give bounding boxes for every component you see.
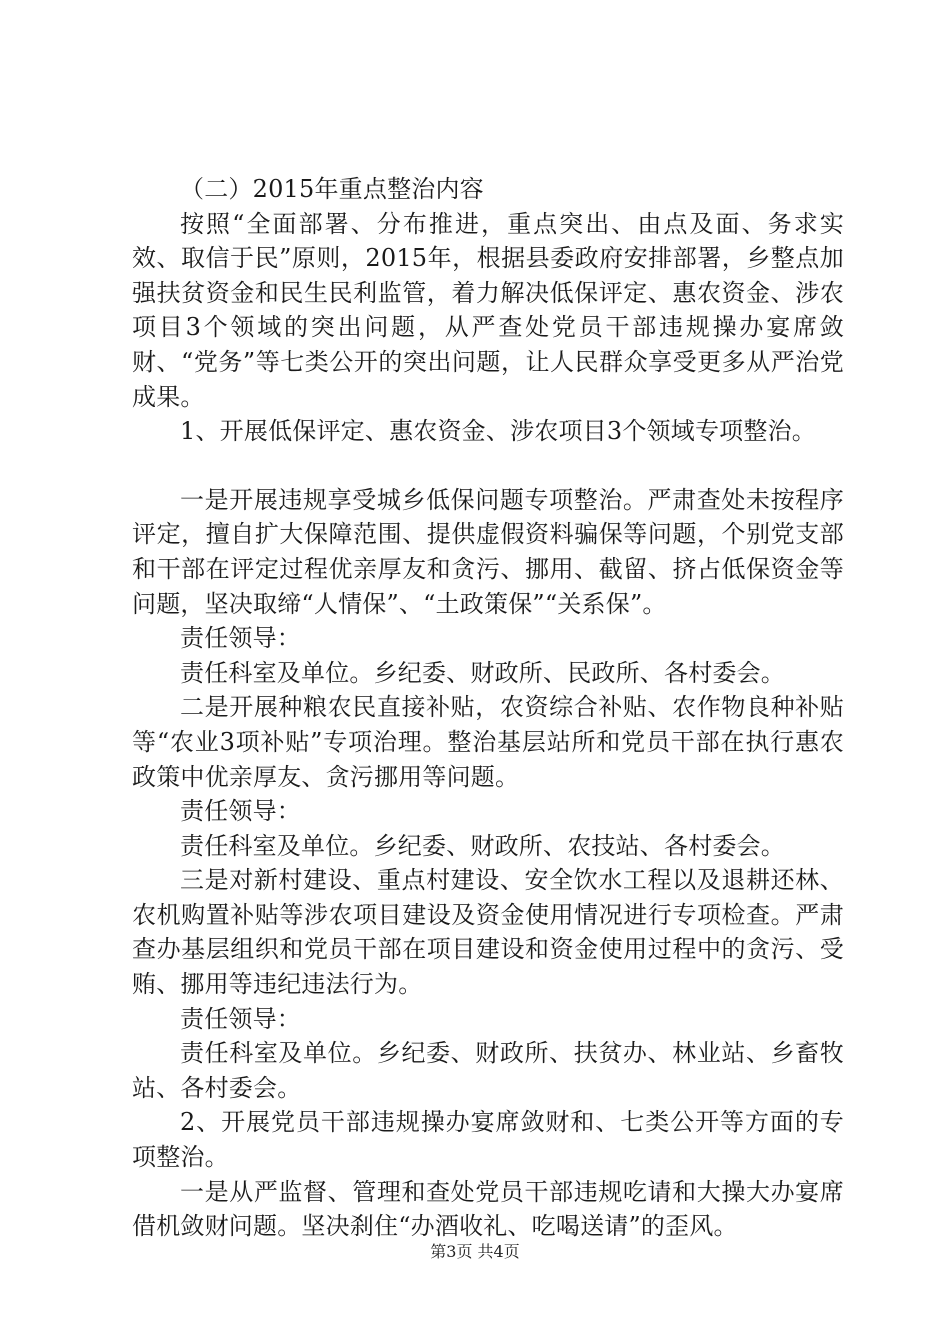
- paragraph-item-1: 一是开展违规享受城乡低保问题专项整治。严肃查处未按程序评定，擅自扩大保障范围、提供虚假资料骗保等问题，个别党支部和干部在评定过程优亲厚友和贪污、挪用、截留、挤占低保资金等问题，坚决取缔“人情保”、“土政策保”“关系保”。: [132, 485, 844, 618]
- subsection-heading-2: 2、开展党员干部违规操办宴席敛财和、七类公开等方面的专项整治。: [132, 1108, 844, 1172]
- subsection-heading-1: 1、开展低保评定、惠农资金、涉农项目3个领域专项整治。: [180, 417, 816, 446]
- paragraph-item-2: 二是开展种粮农民直接补贴，农资综合补贴、农作物良种补贴等“农业3项补贴”专项治理。整治基层站所和党员干部在执行惠农政策中优亲厚友、贪污挪用等问题。: [132, 693, 844, 791]
- responsible-leader-3: 责任领导：: [180, 1004, 301, 1033]
- section-heading: （二）2015年重点整治内容: [180, 175, 484, 203]
- paragraph-item-3: 三是对新村建设、重点村建设、安全饮水工程以及退耕还林、农机购置补贴等涉农项目建设及资金使用情况进行专项检查。严肃查办基层组织和党员干部在项目建设和资金使用过程中的贪污、受贿、挪用等违纪违法行为。: [132, 866, 844, 999]
- responsible-leader-2: 责任领导：: [180, 797, 301, 826]
- paragraph-item-4: 一是从严监督、管理和查处党员干部违规吃请和大操大办宴席借机敛财问题。坚决刹住“办酒收礼、吃喝送请”的歪风。: [132, 1177, 844, 1241]
- responsible-units-2: 责任科室及单位。乡纪委、财政所、农技站、各村委会。: [180, 831, 785, 860]
- paragraph-principle: 按照“全面部署、分布推进，重点突出、由点及面、务求实效、取信于民”原则，2015年，根据县委政府安排部署，乡整点加强扶贫资金和民生民利监管，着力解决低保评定、惠农资金、涉农项目3个领域的突出问题，从严查处党员干部违规操办宴席敛财、“党务”等七类公开的突出问题，让人民群众享受更多从严治党成果。: [132, 209, 844, 411]
- responsible-units-3: 责任科室及单位。乡纪委、财政所、扶贫办、林业站、乡畜牧站、各村委会。: [132, 1039, 844, 1102]
- page-footer: 第3页 共4页: [430, 1242, 520, 1261]
- responsible-leader-1: 责任领导：: [180, 624, 301, 653]
- document-body: [132, 172, 844, 1244]
- responsible-units-1: 责任科室及单位。乡纪委、财政所、民政所、各村委会。: [180, 658, 785, 687]
